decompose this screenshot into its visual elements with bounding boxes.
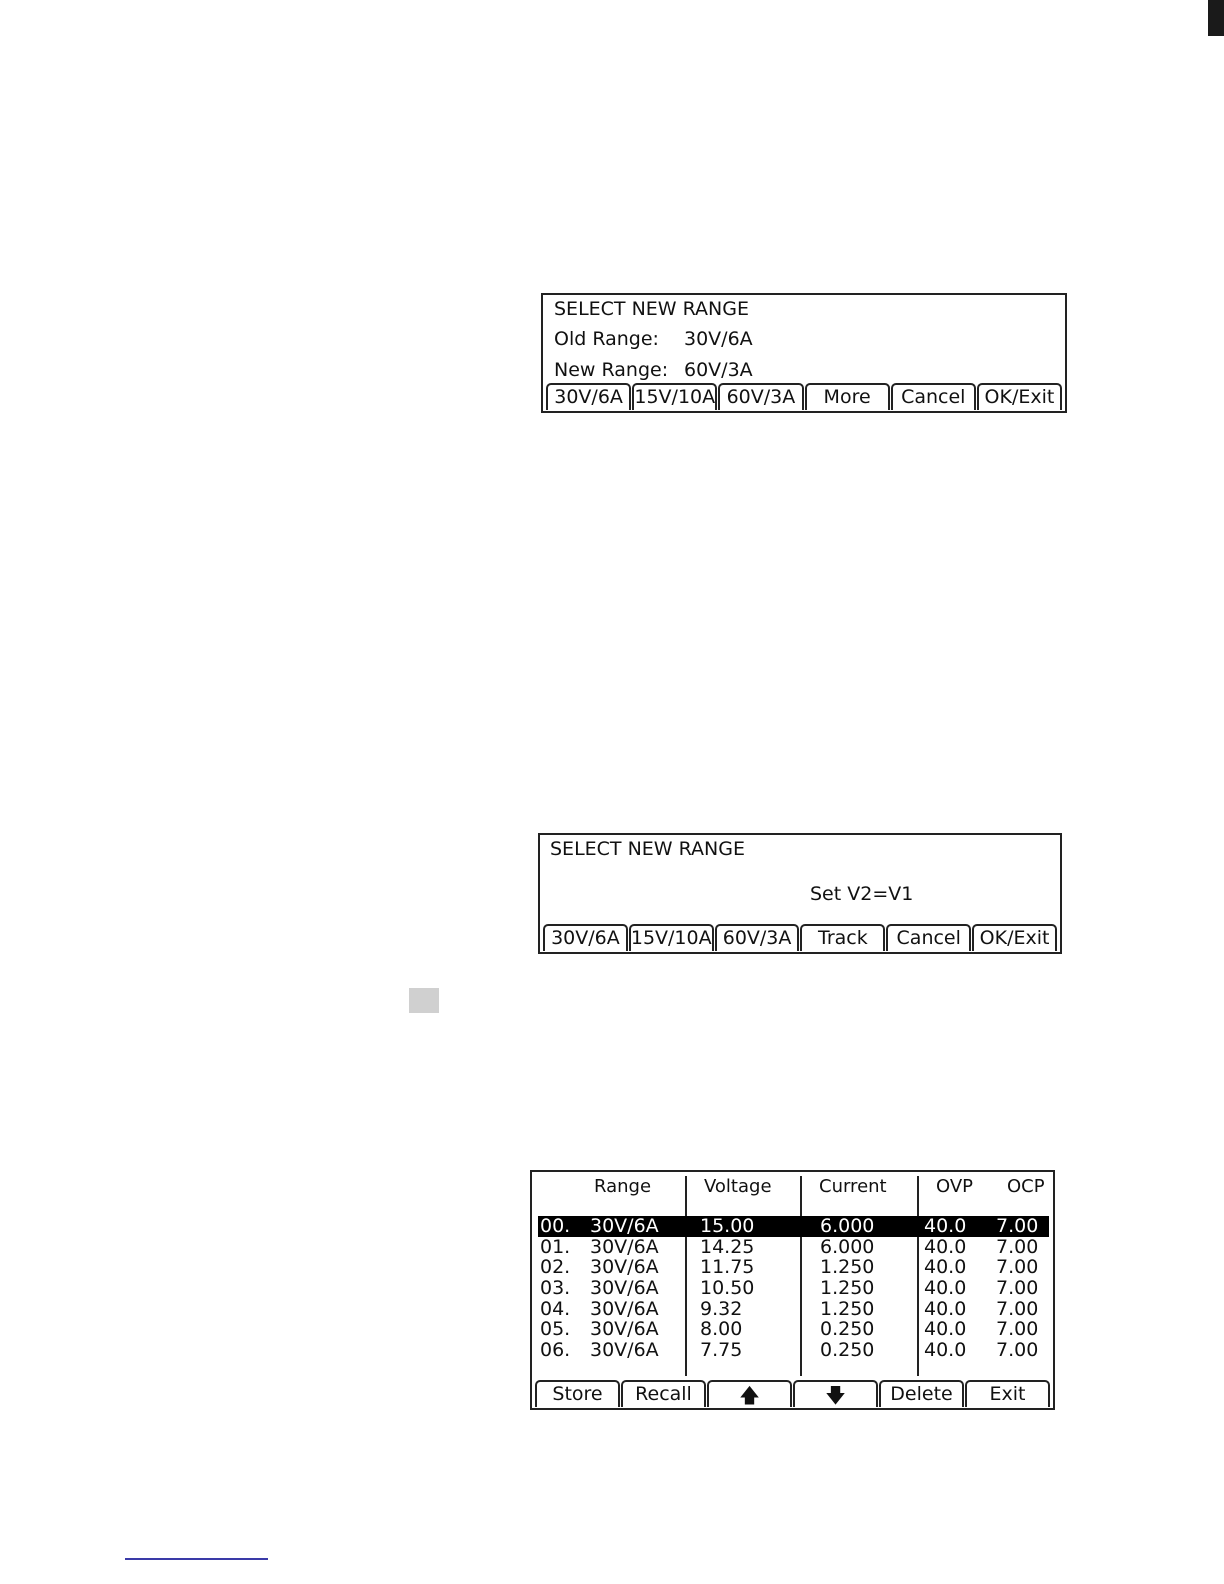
cell-current: 6.000 <box>820 1215 875 1237</box>
table-row[interactable] <box>538 1257 1049 1278</box>
old-range-value: 30V/6A <box>684 328 753 350</box>
cell-idx: 04. <box>540 1297 571 1320</box>
cell-ovp: 40.0 <box>924 1297 967 1320</box>
lcd-track-screen <box>538 833 1062 954</box>
cell-ocp: 7.00 <box>996 1215 1039 1237</box>
cell-range: 30V/6A <box>590 1215 659 1237</box>
softkey-15v10a[interactable]: 15V/10A <box>629 924 714 951</box>
cell-idx: 03. <box>540 1277 571 1300</box>
cell-current: 6.000 <box>820 1235 875 1258</box>
lcd-memory-table-screen <box>530 1170 1055 1410</box>
softkey-recall[interactable]: Recall <box>621 1380 706 1407</box>
cell-range: 30V/6A <box>590 1256 659 1279</box>
lcd-select-range-screen <box>541 293 1067 413</box>
cell-voltage: 8.00 <box>700 1318 743 1341</box>
new-range-value: 60V/3A <box>684 359 753 381</box>
header-ocp: OCP <box>1007 1176 1045 1197</box>
header-voltage: Voltage <box>704 1176 772 1197</box>
cell-voltage: 9.32 <box>700 1297 743 1320</box>
cell-idx: 05. <box>540 1318 571 1341</box>
cell-ocp: 7.00 <box>996 1235 1039 1258</box>
cell-ovp: 40.0 <box>924 1256 967 1279</box>
softkey-exit[interactable]: Exit <box>965 1380 1050 1407</box>
cell-idx: 02. <box>540 1256 571 1279</box>
old-range-label: Old Range: <box>554 328 659 350</box>
table-row[interactable] <box>538 1319 1049 1340</box>
page-edge-marker <box>1208 0 1224 36</box>
softkey-60v3a[interactable]: 60V/3A <box>718 383 803 410</box>
softkey-15v10a[interactable]: 15V/10A <box>632 383 717 410</box>
cell-range: 30V/6A <box>590 1297 659 1320</box>
cell-ovp: 40.0 <box>924 1215 967 1237</box>
softkey-ok-exit[interactable]: OK/Exit <box>977 383 1062 410</box>
softkey-cancel[interactable]: Cancel <box>886 924 971 951</box>
table-row[interactable] <box>538 1299 1049 1320</box>
up-arrow-icon: 🡅 <box>739 1382 760 1407</box>
cell-idx: 06. <box>540 1339 571 1362</box>
cell-voltage: 10.50 <box>700 1277 755 1300</box>
memory-table <box>538 1216 1049 1361</box>
cell-ovp: 40.0 <box>924 1235 967 1258</box>
gray-marker-square <box>409 988 439 1013</box>
cell-ocp: 7.00 <box>996 1256 1039 1279</box>
track-message: Set V2=V1 <box>810 883 914 905</box>
cell-voltage: 11.75 <box>700 1256 755 1279</box>
cell-ocp: 7.00 <box>996 1297 1039 1320</box>
table-row[interactable] <box>538 1216 1049 1237</box>
cell-current: 0.250 <box>820 1318 875 1341</box>
softkey-bar <box>546 383 1062 410</box>
cell-voltage: 14.25 <box>700 1235 755 1258</box>
table-row[interactable] <box>538 1237 1049 1258</box>
softkey-30v6a[interactable]: 30V/6A <box>546 383 631 410</box>
softkey-track[interactable]: Track <box>800 924 885 951</box>
table-row[interactable] <box>538 1278 1049 1299</box>
cell-voltage: 15.00 <box>700 1215 755 1237</box>
cell-idx: 01. <box>540 1235 571 1258</box>
cell-ocp: 7.00 <box>996 1277 1039 1300</box>
softkey-bar <box>543 924 1057 951</box>
softkey-ok-exit[interactable]: OK/Exit <box>972 924 1057 951</box>
cell-ocp: 7.00 <box>996 1339 1039 1362</box>
softkey-delete[interactable]: Delete <box>879 1380 964 1407</box>
softkey-store[interactable]: Store <box>535 1380 620 1407</box>
header-ovp: OVP <box>936 1176 974 1197</box>
new-range-label: New Range: <box>554 359 669 381</box>
header-range: Range <box>594 1176 652 1197</box>
softkey-down[interactable] <box>793 1380 878 1407</box>
cell-range: 30V/6A <box>590 1235 659 1258</box>
cell-range: 30V/6A <box>590 1339 659 1362</box>
table-row[interactable] <box>538 1340 1049 1361</box>
header-current: Current <box>819 1176 887 1197</box>
softkey-60v3a[interactable]: 60V/3A <box>715 924 800 951</box>
cell-ovp: 40.0 <box>924 1318 967 1341</box>
cell-idx: 00. <box>540 1215 571 1237</box>
softkey-up[interactable] <box>707 1380 792 1407</box>
cell-current: 1.250 <box>820 1277 875 1300</box>
cell-ocp: 7.00 <box>996 1318 1039 1341</box>
softkey-bar <box>535 1380 1050 1407</box>
cell-current: 0.250 <box>820 1339 875 1362</box>
softkey-30v6a[interactable]: 30V/6A <box>543 924 628 951</box>
cell-ovp: 40.0 <box>924 1339 967 1362</box>
screen-title: SELECT NEW RANGE <box>554 298 749 320</box>
cell-range: 30V/6A <box>590 1277 659 1300</box>
screen-title: SELECT NEW RANGE <box>550 838 745 860</box>
cell-ovp: 40.0 <box>924 1277 967 1300</box>
footer-rule <box>125 1558 268 1560</box>
cell-current: 1.250 <box>820 1297 875 1320</box>
cell-range: 30V/6A <box>590 1318 659 1341</box>
softkey-cancel[interactable]: Cancel <box>891 383 976 410</box>
cell-voltage: 7.75 <box>700 1339 743 1362</box>
cell-current: 1.250 <box>820 1256 875 1279</box>
down-arrow-icon: 🡇 <box>825 1382 846 1407</box>
softkey-more[interactable]: More <box>805 383 890 410</box>
